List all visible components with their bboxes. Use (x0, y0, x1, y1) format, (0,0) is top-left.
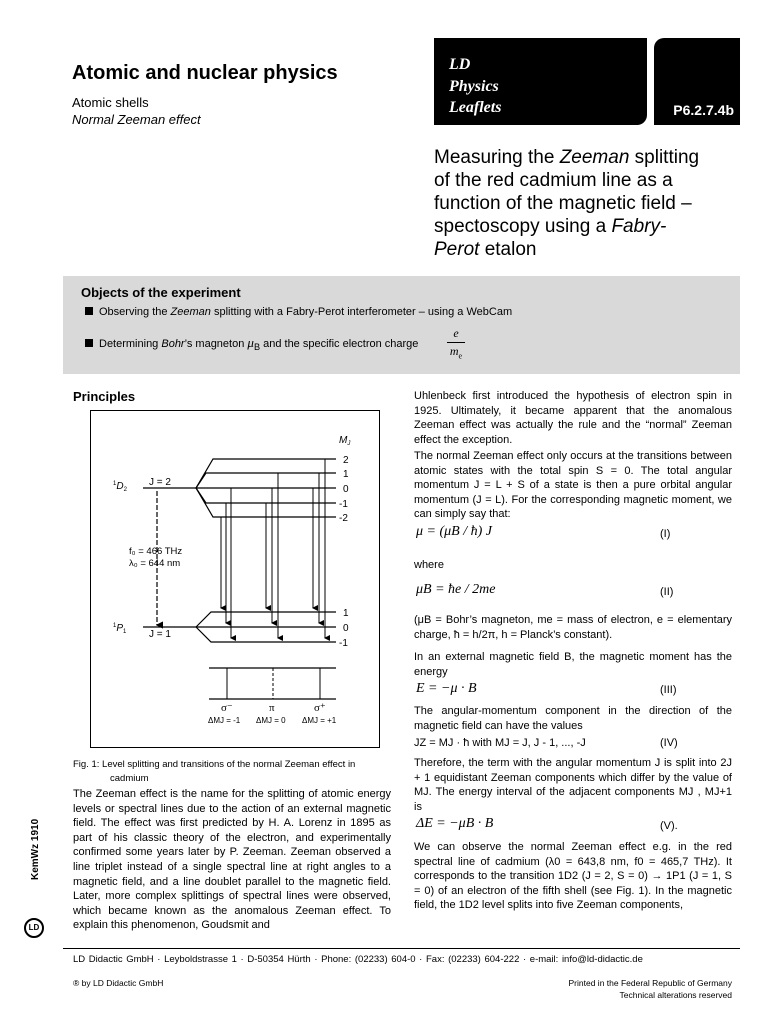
leaflet-code: P6.2.7.4b (673, 102, 734, 118)
experiment-subtitle: Normal Zeeman effect (72, 112, 201, 127)
equation-3: E = −μ · B (416, 681, 477, 696)
side-code-label: KemWz 1910 (30, 818, 41, 880)
objects-item-1: Observing the Zeeman splitting with a Fabry-Perot interferometer – using a WebCam (85, 306, 512, 318)
right-paragraph-4: In an external magnetic field B, the magnetic moment has the energy (414, 651, 732, 678)
leaflet-code-box (654, 38, 740, 125)
equation-1: μ = (μB / ħ) J (416, 524, 492, 539)
right-paragraph-3: (μB = Bohr’s magneton, me = mass of electron, e = elementary charge, ħ = h/2π, h = Planck’s constant). (414, 614, 732, 641)
right-paragraph-1: Uhlenbeck first introduced the hypothesis of electron spin in 1925. Ultimately, it became apparent that the anomalous Zeeman effect was actually the rule and the “normal” Zeeman effect the exception. (414, 390, 732, 446)
frequency-label: f₀ = 466 THz (129, 546, 183, 557)
pi-label: π (269, 702, 275, 714)
section-title: Atomic and nuclear physics (72, 62, 338, 84)
objects-heading: Objects of the experiment (81, 285, 241, 300)
wavelength-label: λ₀ = 644 nm (129, 558, 181, 569)
equation-5: ΔE = −μB · B (416, 816, 494, 831)
footer-alterations: Technical alterations reserved (619, 990, 732, 1000)
equation-2-number: (II) (660, 586, 674, 598)
where-label: where (414, 559, 444, 571)
left-column-text: The Zeeman effect is the name for the splitting of atomic energy levels or spectral lines due to the action of an external magnetic field. The effect was first predicted by H. A. Lorenz in 1895 as part of his classic theory of the electron, and experimentally confirmed some years later by P. Zeeman. Zeeman observed a line triplet instead of a single spectral line at right angles to a magnetic field, and a line doublet parallel to the magnetic field. Later, more complex splittings of spectral lines were observed, which became known as the anomalous Zeeman effect. To explain this phenomenon, Goudsmit and (73, 788, 391, 932)
brand-line-ld: LD (449, 56, 471, 73)
equation-4-number: (IV) (660, 737, 678, 749)
upper-level-2: 2 (343, 455, 349, 466)
principles-heading: Principles (73, 389, 136, 404)
mj-label: $M_J$ (339, 435, 351, 447)
zeeman-level-diagram (90, 410, 380, 748)
upper-state-label: $^1D_2$ (113, 481, 127, 493)
lower-level-0: 0 (343, 623, 349, 634)
upper-j-label: J = 2 (149, 477, 171, 488)
objects-panel (63, 276, 740, 374)
brand-line-leaflets: Leaflets (449, 99, 502, 116)
delta-m-plus: ΔMJ = +1 (302, 716, 337, 725)
figure-caption: Fig. 1: Level splitting and transitions of the normal Zeeman effect in cadmium (73, 759, 356, 784)
ld-logo-icon: LD (24, 918, 44, 938)
brand-line-physics: Physics (449, 78, 499, 95)
objects-item-2: Determining Bohr’s magneton $\mu_B$ and the specific electron charge (85, 335, 418, 352)
bullet-square-icon (85, 339, 93, 347)
topic-subtitle: Atomic shells (72, 95, 149, 110)
right-paragraph-7: We can observe the normal Zeeman effect e.g. in the red spectral line of cadmium (λ0 = 643,8 nm, f0 = 465,7 THz). It corresponds to the transition 1D2 (J = 2, S = 0) → 1P1 (J = 1, S = 0) of an electron of the fifth shell (see Fig. 1). In the magnetic field, the 1D2 level splits into five Zeeman components, (414, 841, 732, 912)
footer-address: LD Didactic GmbH · Leyboldstrasse 1 · D-50354 Hürth · Phone: (02233) 604-0 · Fax: (02233) 604-222 · e-mail: info@ld-didactic.de (73, 954, 643, 965)
right-paragraph-6: Therefore, the term with the angular momentum J is split into 2J + 1 equidistant Zeeman components which differ by the value of MJ. The energy interval of the adjacent components MJ , MJ+1 is (414, 757, 732, 813)
upper-level-minus1: -1 (339, 499, 348, 510)
upper-level-1: 1 (343, 469, 349, 480)
equation-3-number: (III) (660, 684, 677, 696)
equation-2: μB = ħe / 2me (416, 582, 496, 597)
footer-copyright: ® by LD Didactic GmbH (73, 978, 164, 988)
ld-leaflets-logo (434, 38, 647, 125)
document-title: Measuring the Zeeman splitting of the red cadmium line as a function of the magnetic field – spectoscopy using a Fabry- Perot etalon (434, 147, 700, 260)
equation-1-number: (I) (660, 528, 671, 540)
delta-m-zero: ΔMJ = 0 (256, 716, 286, 725)
equation-4: JZ = MJ · ħ with MJ = J, J - 1, ..., -J (414, 737, 586, 749)
lower-level-1: 1 (343, 608, 349, 619)
lower-j-label: J = 1 (149, 629, 171, 640)
delta-m-minus: ΔMJ = -1 (208, 716, 241, 725)
right-paragraph-5: The angular-momentum component in the direction of the magnetic field can have the values (414, 705, 732, 732)
upper-level-0: 0 (343, 484, 349, 495)
bullet-square-icon (85, 307, 93, 315)
sigma-minus-label: σ⁻ (221, 702, 233, 714)
equation-5-number: (V). (660, 820, 678, 832)
upper-level-minus2: -2 (339, 513, 348, 524)
footer-printed: Printed in the Federal Republic of Germany (568, 978, 732, 988)
lower-state-label: $^1P_1$ (113, 623, 127, 635)
lower-level-minus1: -1 (339, 638, 348, 649)
sigma-plus-label: σ⁺ (314, 702, 326, 714)
right-paragraph-2: The normal Zeeman effect only occurs at the transitions between atomic states with the total spin S = 0. The total angular momentum J = L + S of a state is then a pure orbital angular momentum (J = L). For the corresponding magnetic moment, we can simply say that: (414, 450, 732, 521)
specific-charge-fraction: $\frac{e}{m_e}$ (447, 326, 465, 360)
footer-divider (63, 948, 740, 949)
